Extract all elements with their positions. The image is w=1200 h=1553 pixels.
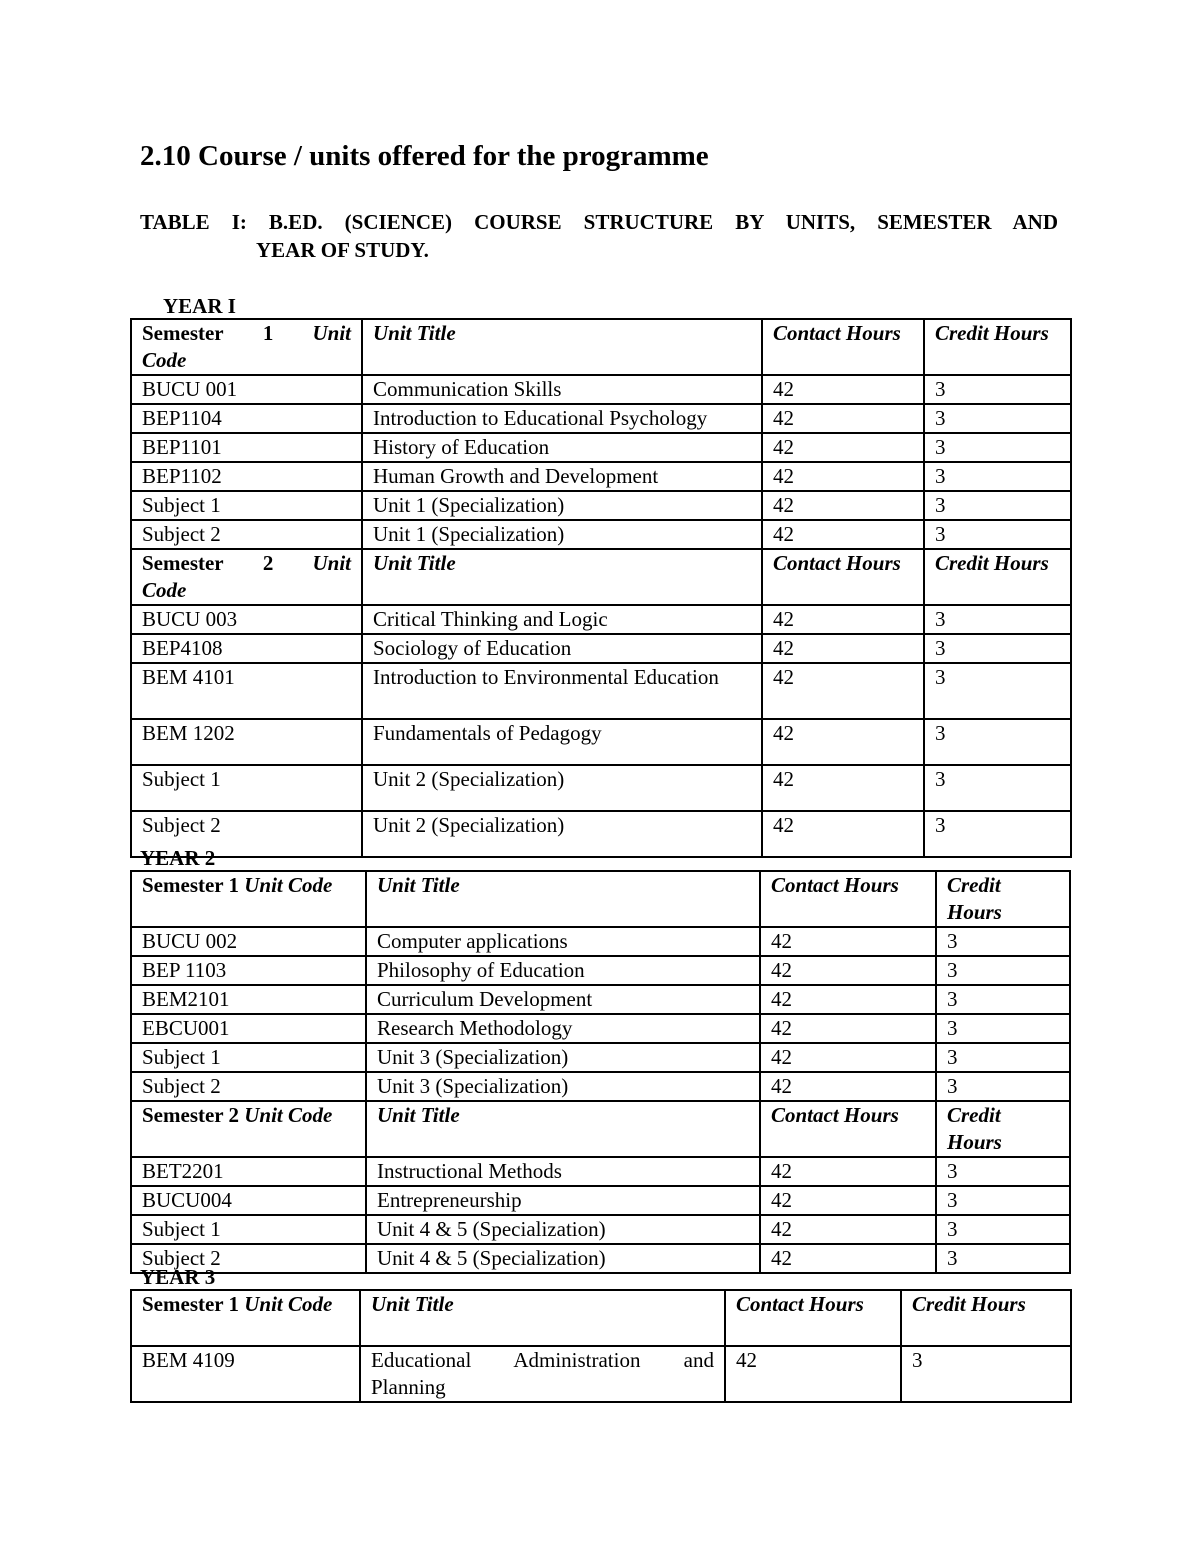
table-caption-line-1: TABLE I: B.ED. (SCIENCE) COURSE STRUCTURE BY UNITS, SEMESTER AND xyxy=(140,210,1058,234)
table-row xyxy=(131,663,1071,719)
table-cell: 42 xyxy=(760,1072,936,1101)
table-row xyxy=(131,1014,1070,1043)
header-credit-hours: Credit Hours xyxy=(924,549,1071,605)
table-cell: BUCU 001 xyxy=(131,375,362,404)
table-cell: Subject 2 xyxy=(131,520,362,549)
table-cell: Unit 4 & 5 (Specialization) xyxy=(366,1244,760,1273)
table-cell: 3 xyxy=(936,985,1070,1014)
table-cell: 3 xyxy=(901,1346,1071,1402)
header-credit-hours: Credit Hours xyxy=(936,871,1070,927)
table-row xyxy=(131,1157,1070,1186)
table-row xyxy=(131,1244,1070,1273)
table-cell: BEP 1103 xyxy=(131,956,366,985)
table-cell: Human Growth and Development xyxy=(362,462,762,491)
table-cell: Entrepreneurship xyxy=(366,1186,760,1215)
table-caption-line-2: YEAR OF STUDY. xyxy=(256,238,429,262)
table-row xyxy=(131,1215,1070,1244)
table-cell: EBCU001 xyxy=(131,1014,366,1043)
table-row xyxy=(131,1346,1071,1402)
header-credit-hours: Credit Hours xyxy=(901,1290,1071,1346)
header-unit-title: Unit Title xyxy=(360,1290,725,1346)
header-unit-title: Unit Title xyxy=(362,549,762,605)
unit-title-line-1: Educational Administration and xyxy=(371,1348,714,1372)
year-1-label: YEAR I xyxy=(163,294,236,318)
header-unit-title: Unit Title xyxy=(366,871,760,927)
table-cell: 42 xyxy=(760,1215,936,1244)
table-cell: 42 xyxy=(760,1244,936,1273)
table-cell: BUCU 002 xyxy=(131,927,366,956)
table-cell: 3 xyxy=(936,1215,1070,1244)
table-cell: 3 xyxy=(924,520,1071,549)
table-row xyxy=(131,462,1071,491)
table-cell: Research Methodology xyxy=(366,1014,760,1043)
table-cell: Subject 2 xyxy=(131,1072,366,1101)
table-cell: Subject 2 xyxy=(131,1244,366,1273)
table-row xyxy=(131,491,1071,520)
table-cell: Instructional Methods xyxy=(366,1157,760,1186)
table-cell: 3 xyxy=(936,1157,1070,1186)
table-cell: Subject 1 xyxy=(131,1043,366,1072)
table-caption xyxy=(140,208,1058,264)
table-cell: 42 xyxy=(762,605,924,634)
table-cell: 42 xyxy=(762,375,924,404)
header-unit-title: Unit Title xyxy=(366,1101,760,1157)
table-cell: 3 xyxy=(924,765,1071,811)
header-credit-hours: Credit Hours xyxy=(924,319,1071,375)
table-cell: 42 xyxy=(762,462,924,491)
table-cell: 3 xyxy=(924,605,1071,634)
table-row xyxy=(131,985,1070,1014)
table-cell: 3 xyxy=(924,375,1071,404)
table-cell: BEM 4109 xyxy=(131,1346,360,1402)
year-3-label: YEAR 3 xyxy=(140,1265,216,1289)
table-cell: 42 xyxy=(762,433,924,462)
table-cell: 3 xyxy=(924,634,1071,663)
table-row xyxy=(131,433,1071,462)
year-1-table xyxy=(130,318,1072,858)
table-cell: 3 xyxy=(924,462,1071,491)
table-cell: BEP1104 xyxy=(131,404,362,433)
table-cell: 3 xyxy=(924,719,1071,765)
header-unit-code: Semester 1 Unit Code xyxy=(131,1290,360,1346)
year-2-sem-1-header-row xyxy=(131,871,1070,927)
table-cell: BEM2101 xyxy=(131,985,366,1014)
table-cell: 3 xyxy=(936,1043,1070,1072)
header-unit-code: Semester 2 Unit Code xyxy=(131,1101,366,1157)
table-row xyxy=(131,765,1071,811)
table-cell: 3 xyxy=(924,811,1071,857)
table-cell: BUCU004 xyxy=(131,1186,366,1215)
table-cell: 3 xyxy=(936,1186,1070,1215)
table-cell: Philosophy of Education xyxy=(366,956,760,985)
table-cell: Introduction to Educational Psychology xyxy=(362,404,762,433)
table-cell: Subject 1 xyxy=(131,1215,366,1244)
table-cell: 42 xyxy=(762,634,924,663)
table-cell: 42 xyxy=(762,404,924,433)
table-row xyxy=(131,1043,1070,1072)
table-cell: BET2201 xyxy=(131,1157,366,1186)
table-cell: Communication Skills xyxy=(362,375,762,404)
table-row xyxy=(131,605,1071,634)
table-cell: Subject 2 xyxy=(131,811,362,857)
table-row xyxy=(131,634,1071,663)
table-cell: Fundamentals of Pedagogy xyxy=(362,719,762,765)
table-row xyxy=(131,1186,1070,1215)
table-cell: 3 xyxy=(924,491,1071,520)
year-2-sem-2-header-row xyxy=(131,1101,1070,1157)
table-cell: 42 xyxy=(760,956,936,985)
table-cell: Critical Thinking and Logic xyxy=(362,605,762,634)
table-cell: 3 xyxy=(936,927,1070,956)
table-cell: BEP1102 xyxy=(131,462,362,491)
header-contact-hours: Contact Hours xyxy=(762,319,924,375)
year-3-sem-1-header-row xyxy=(131,1290,1071,1346)
unit-title-line-2: Planning xyxy=(371,1375,446,1399)
table-cell: Unit 3 (Specialization) xyxy=(366,1072,760,1101)
section-heading: 2.10 Course / units offered for the programme xyxy=(140,140,709,172)
table-cell: Unit 1 (Specialization) xyxy=(362,520,762,549)
table-cell: Computer applications xyxy=(366,927,760,956)
table-cell: 42 xyxy=(760,1186,936,1215)
table-cell: 42 xyxy=(762,663,924,719)
table-cell: BEM 1202 xyxy=(131,719,362,765)
table-cell: Unit 4 & 5 (Specialization) xyxy=(366,1215,760,1244)
table-cell: 42 xyxy=(760,985,936,1014)
table-cell: 42 xyxy=(725,1346,901,1402)
table-cell: 3 xyxy=(924,433,1071,462)
table-cell: Curriculum Development xyxy=(366,985,760,1014)
header-contact-hours: Contact Hours xyxy=(760,871,936,927)
table-cell: 3 xyxy=(924,404,1071,433)
table-cell: Unit 2 (Specialization) xyxy=(362,765,762,811)
table-row xyxy=(131,956,1070,985)
table-cell: 42 xyxy=(762,719,924,765)
table-cell: Sociology of Education xyxy=(362,634,762,663)
table-cell: 3 xyxy=(936,1014,1070,1043)
table-cell: 42 xyxy=(762,491,924,520)
table-cell: 42 xyxy=(762,765,924,811)
table-cell: 42 xyxy=(762,520,924,549)
table-cell: 3 xyxy=(936,1072,1070,1101)
table-cell: Introduction to Environmental Education xyxy=(362,663,762,719)
table-cell: BEP1101 xyxy=(131,433,362,462)
table-cell: BUCU 003 xyxy=(131,605,362,634)
table-cell: 42 xyxy=(760,927,936,956)
table-row xyxy=(131,927,1070,956)
table-cell: History of Education xyxy=(362,433,762,462)
header-unit-title: Unit Title xyxy=(362,319,762,375)
header-unit-code: Semester 1 Unit Code xyxy=(131,871,366,927)
year-3-table xyxy=(130,1289,1072,1403)
table-row xyxy=(131,375,1071,404)
year-1-sem-2-header-row xyxy=(131,549,1071,605)
header-contact-hours: Contact Hours xyxy=(760,1101,936,1157)
header-unit-code: Semester 2 Unit Code xyxy=(131,549,362,605)
header-contact-hours: Contact Hours xyxy=(762,549,924,605)
year-2-label: YEAR 2 xyxy=(140,846,216,870)
year-1-sem-1-header-row xyxy=(131,319,1071,375)
table-row xyxy=(131,1072,1070,1101)
year-2-table xyxy=(130,870,1071,1274)
table-row xyxy=(131,811,1071,857)
table-cell: 42 xyxy=(760,1157,936,1186)
table-cell: 3 xyxy=(936,956,1070,985)
table-cell: Subject 1 xyxy=(131,765,362,811)
header-unit-code: Semester 1 Unit Code xyxy=(131,319,362,375)
table-cell: Unit 1 (Specialization) xyxy=(362,491,762,520)
table-cell: 42 xyxy=(760,1043,936,1072)
table-row xyxy=(131,404,1071,433)
table-cell: 42 xyxy=(762,811,924,857)
header-contact-hours: Contact Hours xyxy=(725,1290,901,1346)
table-cell: Unit 2 (Specialization) xyxy=(362,811,762,857)
table-cell: 42 xyxy=(760,1014,936,1043)
table-cell: BEP4108 xyxy=(131,634,362,663)
table-cell: Unit 3 (Specialization) xyxy=(366,1043,760,1072)
table-row xyxy=(131,719,1071,765)
table-cell: 3 xyxy=(924,663,1071,719)
table-row xyxy=(131,520,1071,549)
header-credit-hours: Credit Hours xyxy=(936,1101,1070,1157)
table-cell: Subject 1 xyxy=(131,491,362,520)
table-cell: 3 xyxy=(936,1244,1070,1273)
table-cell: BEM 4101 xyxy=(131,663,362,719)
